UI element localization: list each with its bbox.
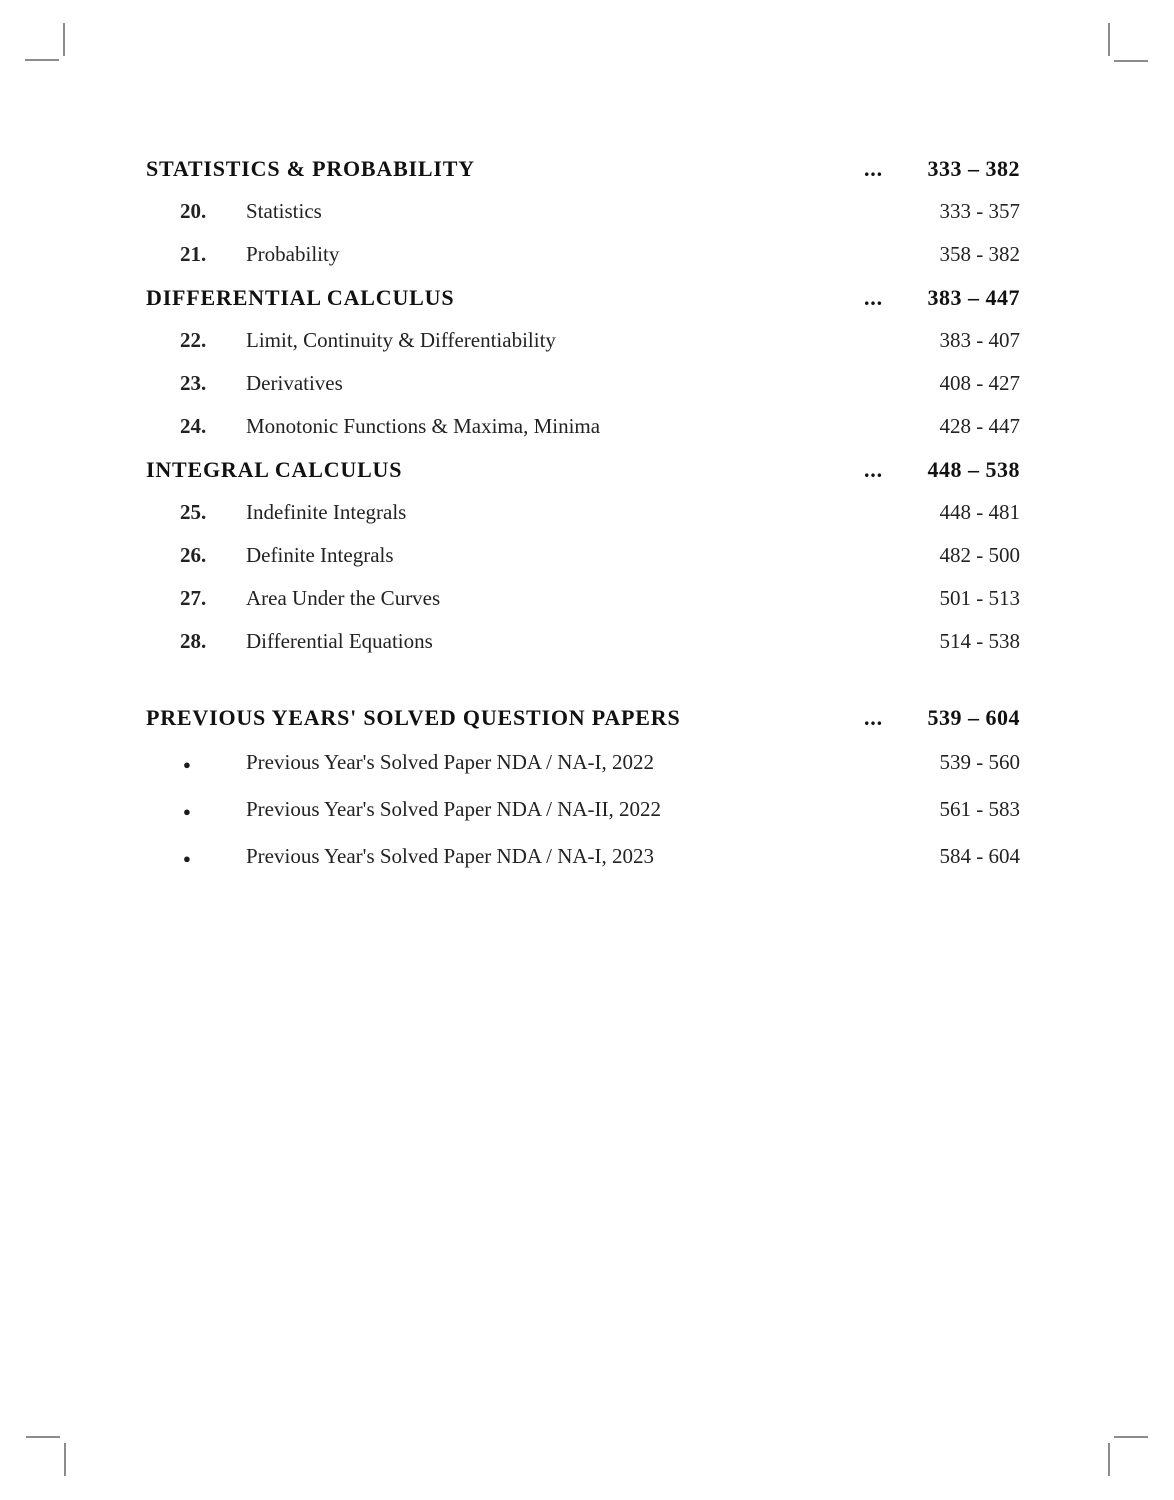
item-title: Differential Equations xyxy=(246,629,433,653)
crop-mark-top-left-vertical xyxy=(63,23,65,56)
table-of-contents xyxy=(146,147,1020,880)
item-number: 25. xyxy=(180,500,207,524)
toc-item-row xyxy=(146,319,1020,362)
item-title: Definite Integrals xyxy=(246,543,394,567)
item-number: 26. xyxy=(180,543,207,567)
crop-mark-bottom-left-vertical xyxy=(64,1443,66,1476)
toc-bullet-row xyxy=(146,739,1020,786)
toc-section-row xyxy=(146,696,1020,739)
dots-leader: ... xyxy=(864,284,883,310)
item-title: Limit, Continuity & Differentiability xyxy=(246,328,556,352)
page-range: 561 - 583 xyxy=(939,797,1020,821)
bullet-icon: ● xyxy=(183,757,191,772)
crop-mark-bottom-right-horizontal xyxy=(1114,1436,1148,1438)
page-range: 333 – 382 xyxy=(927,155,1020,181)
bullet-icon: ● xyxy=(183,851,191,866)
item-number: 28. xyxy=(180,629,207,653)
item-title: Indefinite Integrals xyxy=(246,500,407,524)
item-title: Probability xyxy=(246,242,340,266)
page-range: 383 - 407 xyxy=(939,328,1020,352)
section-title: DIFFERENTIAL CALCULUS xyxy=(146,284,455,310)
bullet-cell xyxy=(146,844,246,869)
toc-section-row xyxy=(146,147,1020,190)
page-range: 539 – 604 xyxy=(927,704,1020,730)
item-number: 23. xyxy=(180,371,207,395)
page-range: 539 - 560 xyxy=(939,750,1020,774)
toc-section-row xyxy=(146,276,1020,319)
section-title: INTEGRAL CALCULUS xyxy=(146,456,403,482)
toc-item-row xyxy=(146,362,1020,405)
item-number: 27. xyxy=(180,586,207,610)
page-range: 358 - 382 xyxy=(939,242,1020,266)
item-title: Previous Year's Solved Paper NDA / NA-I, 2023 xyxy=(246,844,655,868)
bullet-cell xyxy=(146,797,246,822)
page-range: 514 - 538 xyxy=(939,629,1020,653)
bullet-cell xyxy=(146,750,246,775)
item-title: Monotonic Functions & Maxima, Minima xyxy=(246,414,601,438)
crop-mark-bottom-left-horizontal xyxy=(26,1436,60,1438)
dots-leader: ... xyxy=(864,704,883,730)
item-title: Area Under the Curves xyxy=(246,586,441,610)
dots-leader: ... xyxy=(864,456,883,482)
crop-mark-top-right-horizontal xyxy=(1114,60,1148,62)
toc-bullet-row xyxy=(146,833,1020,880)
crop-mark-top-right-vertical xyxy=(1108,23,1110,56)
toc-item-row xyxy=(146,190,1020,233)
toc-bullet-row xyxy=(146,786,1020,833)
item-number: 21. xyxy=(180,242,207,266)
section-title: PREVIOUS YEARS' SOLVED QUESTION PAPERS xyxy=(146,704,681,730)
item-number: 20. xyxy=(180,199,207,223)
page-range: 383 – 447 xyxy=(927,284,1020,310)
item-title: Derivatives xyxy=(246,371,343,395)
toc-item-row xyxy=(146,534,1020,577)
item-title: Statistics xyxy=(246,199,322,223)
toc-item-row xyxy=(146,620,1020,663)
toc-section-row xyxy=(146,448,1020,491)
page-range: 448 - 481 xyxy=(939,500,1020,524)
toc-item-row xyxy=(146,233,1020,276)
bullet-icon: ● xyxy=(183,804,191,819)
item-title: Previous Year's Solved Paper NDA / NA-I, 2022 xyxy=(246,750,655,774)
page-range: 501 - 513 xyxy=(939,586,1020,610)
dots-leader: ... xyxy=(864,155,883,181)
page-range: 448 – 538 xyxy=(927,456,1020,482)
page-range: 482 - 500 xyxy=(939,543,1020,567)
crop-mark-top-left-horizontal xyxy=(25,59,59,61)
toc-item-row xyxy=(146,405,1020,448)
page-range: 428 - 447 xyxy=(939,414,1020,438)
item-title: Previous Year's Solved Paper NDA / NA-II, 2022 xyxy=(246,797,662,821)
page-range: 584 - 604 xyxy=(939,844,1020,868)
page-range: 333 - 357 xyxy=(939,199,1020,223)
section-title: STATISTICS & PROBABILITY xyxy=(146,155,475,181)
toc-item-row xyxy=(146,491,1020,534)
crop-mark-bottom-right-vertical xyxy=(1108,1443,1110,1476)
page-range: 408 - 427 xyxy=(939,371,1020,395)
item-number: 22. xyxy=(180,328,207,352)
toc-item-row xyxy=(146,577,1020,620)
item-number: 24. xyxy=(180,414,207,438)
